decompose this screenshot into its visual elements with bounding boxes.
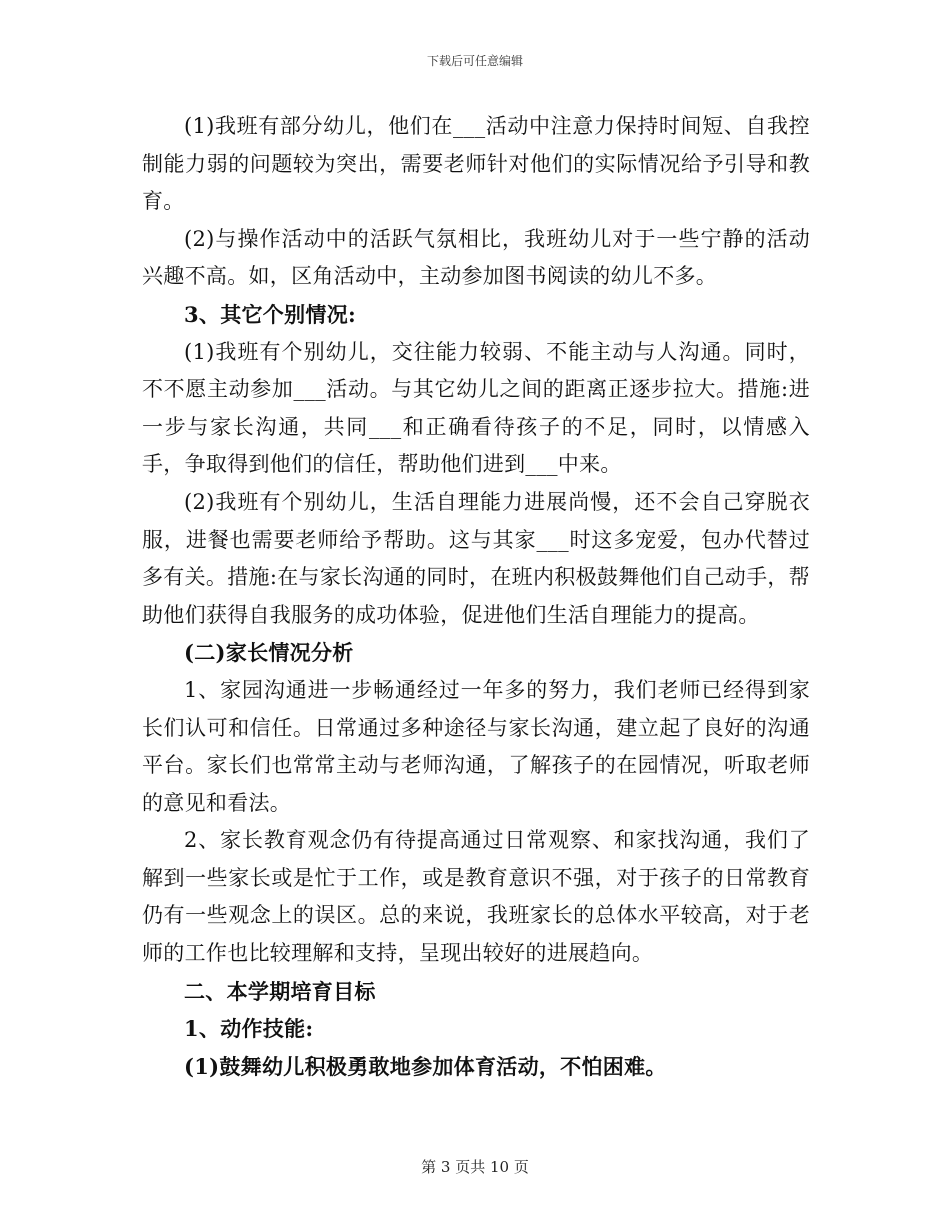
section-heading: 1、动作技能: [184, 1016, 314, 1042]
paragraph: 1、家园沟通进一步畅通经过一年多的努力，我们老师已经得到家长们认可和信任。日常通过多种途径与家长沟通，建立起了良好的沟通平台。家长们也常常主动与老师沟通，了解孩子的在园情况，听取老师的意见和看法。 [142, 677, 810, 815]
paragraph: (1)我班有部分幼儿，他们在___活动中注意力保持时间短、自我控制能力弱的问题较为突出，需要老师针对他们的实际情况给予引导和教育。 [142, 114, 810, 214]
section-heading: 二、本学期培育目标 [184, 978, 376, 1004]
page-header: 下载后可任意编辑 [426, 54, 523, 68]
section-heading: (二)家长情况分析 [184, 640, 354, 666]
paragraph: (2)与操作活动中的活跃气氛相比，我班幼儿对于一些宁静的活动兴趣不高。如，区角活动中，主动参加图书阅读的幼儿不多。 [142, 226, 810, 289]
page-footer: 第 3 页共 10 页 [421, 1158, 529, 1176]
paragraph: (2)我班有个别幼儿，生活自理能力进展尚慢，还不会自己穿脱衣服，进餐也需要老师给予帮助。这与其家___时这多宠爱，包办代替过多有关。措施:在与家长沟通的同时，在班内积极鼓舞他们自己动手，帮助他们获得自我服务的成功体验，促进他们生活自理能力的提高。 [142, 489, 810, 627]
document-body [142, 108, 810, 1085]
paragraph: (1)我班有个别幼儿，交往能力较弱、不能主动与人沟通。同时，不不愿主动参加___活动。与其它幼儿之间的距离正逐步拉大。措施:进一步与家长沟通，共同___和正确看待孩子的不足，同时，以情感入手，争取得到他们的信任，帮助他们进到___中来。 [142, 339, 810, 477]
paragraph: (1)鼓舞幼儿积极勇敢地参加体育活动，不怕困难。 [184, 1053, 667, 1079]
paragraph: 2、家长教育观念仍有待提高通过日常观察、和家找沟通，我们了解到一些家长或是忙于工作，或是教育意识不强，对于孩子的日常教育仍有一些观念上的误区。总的来说，我班家长的总体水平较高，对于老师的工作也比较理解和支持，呈现出较好的进展趋向。 [142, 828, 810, 966]
section-heading: 3、其它个别情况: [184, 301, 357, 327]
